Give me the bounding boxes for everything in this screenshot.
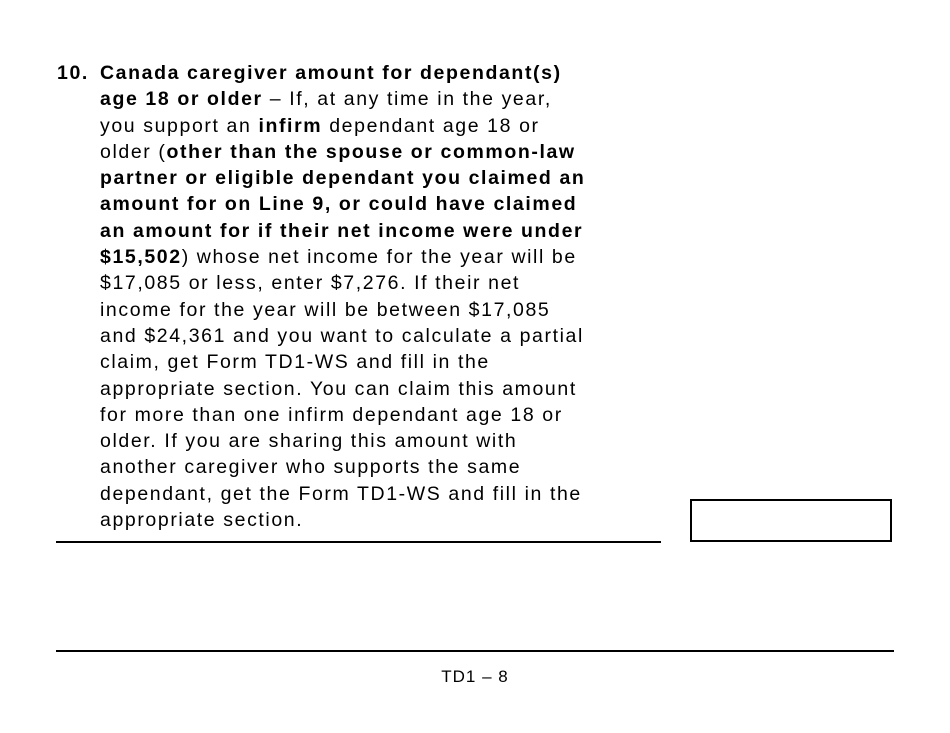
bold-text: partner or eligible dependant you claimed an: [100, 167, 586, 190]
text-run: ) whose net income for the year will be: [181, 246, 577, 269]
section-underline: [56, 541, 661, 543]
text-line: [100, 349, 667, 375]
bold-text: amount for on Line 9, or could have claimed: [100, 193, 578, 216]
text-run: and $24,361 and you want to calculate a partial: [100, 324, 584, 347]
caregiver-amount-box[interactable]: [690, 499, 892, 542]
text-run: income for the year will be between $17,085: [100, 298, 551, 321]
text-line: [100, 428, 667, 454]
text-run: claim, get Form TD1-WS and fill in the: [100, 351, 490, 374]
text-run: dependant age 18 or: [322, 114, 540, 137]
bold-text: infirm: [258, 114, 323, 137]
text-run: $17,085 or less, enter $7,276. If their net: [100, 272, 521, 295]
text-run: appropriate section.: [100, 509, 304, 532]
text-line: [100, 297, 667, 323]
text-line: [100, 113, 667, 139]
text-line: [100, 165, 667, 191]
text-line: [100, 454, 667, 480]
text-line: [100, 218, 667, 244]
text-line: [100, 376, 667, 402]
section-10-caregiver-amount: [57, 60, 667, 533]
text-run: dependant, get the Form TD1-WS and fill in the: [100, 482, 582, 505]
text-run: older. If you are sharing this amount with: [100, 430, 518, 453]
bold-text: $15,502: [100, 246, 182, 269]
bold-text: an amount for if their net income were under: [100, 219, 584, 242]
section-body: [100, 60, 667, 533]
text-line: [100, 507, 667, 533]
text-run: older (: [100, 140, 167, 163]
text-line: [100, 60, 667, 86]
text-line: [100, 481, 667, 507]
text-line: [100, 191, 667, 217]
text-line: [100, 139, 667, 165]
text-run: appropriate section. You can claim this amount: [100, 377, 577, 400]
text-line: [100, 244, 667, 270]
section-number: 10.: [57, 62, 89, 84]
page-number: TD1 – 8: [441, 667, 509, 686]
text-run: another caregiver who supports the same: [100, 456, 522, 479]
text-line: [100, 402, 667, 428]
text-run: – If, at any time in the year,: [262, 88, 552, 111]
bold-text: other than the spouse or common-law: [166, 140, 576, 163]
text-line: [100, 270, 667, 296]
bold-text: age 18 or older: [100, 88, 263, 111]
text-line: [100, 86, 667, 112]
text-run: for more than one infirm dependant age 18 or: [100, 403, 563, 426]
bold-text: Canada caregiver amount for dependant(s): [100, 62, 562, 84]
text-run: you support an: [100, 114, 259, 137]
footer-rule: [56, 650, 894, 652]
text-line: [100, 323, 667, 349]
